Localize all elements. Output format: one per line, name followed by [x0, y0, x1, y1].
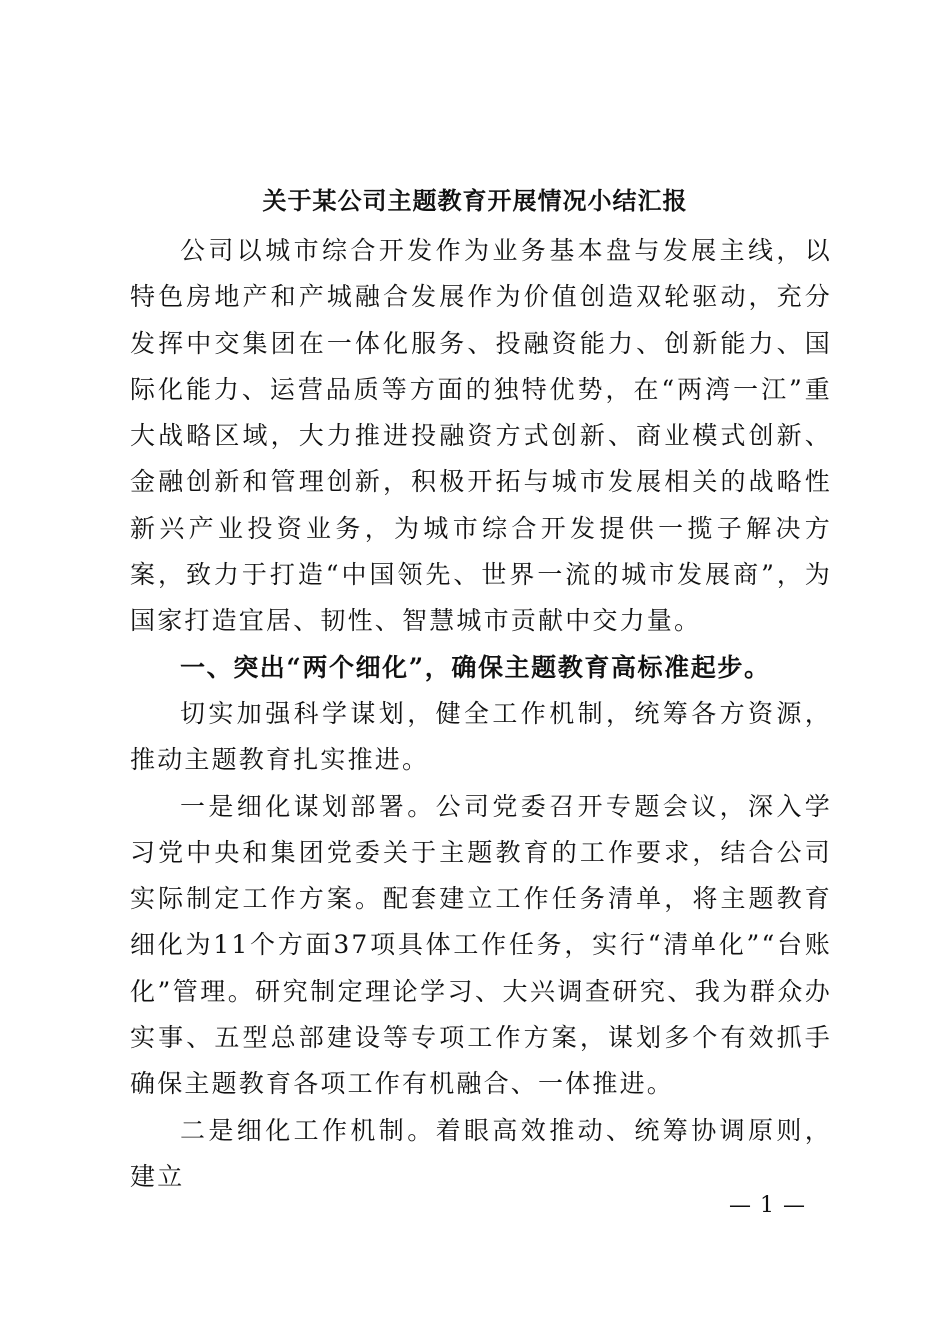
section-intro-paragraph: 切实加强科学谋划，健全工作机制，统筹各方资源，推动主题教育扎实推进。 [130, 698, 832, 775]
intro-paragraph: 公司以城市综合开发作为业务基本盘与发展主线，以特色房地产和产城融合发展作为价值创造双轮驱动，充分发挥中交集团在一体化服务、投融资能力、创新能力、国际化能力、运营品质等方面的独特优势，在“两湾一江”重大战略区域，大力推进投融资方式创新、商业模式创新、金融创新和管理创新，积极开拓与城市发展相关的战略性新兴产业投资业务，为城市综合开发提供一揽子解决方案，致力于打造“中国领先、世界一流的城市发展商”，为国家打造宜居、韧性、智慧城市贡献中交力量。 [130, 236, 832, 636]
document-title: 关于某公司主题教育开展情况小结汇报 [262, 186, 688, 215]
page-number: — 1 — [729, 1193, 806, 1218]
planning-paragraph: 一是细化谋划部署。公司党委召开专题会议，深入学习党中央和集团党委关于主题教育的工作要求，结合公司实际制定工作方案。配套建立工作任务清单，将主题教育细化为11个方面37项具体工作任务，实行“清单化”“台账化”管理。研究制定理论学习、大兴调查研究、我为群众办实事、五型总部建设等专项工作方案，谋划多个有效抓手确保主题教育各项工作有机融合、一体推进。 [130, 791, 832, 1099]
document-body [130, 228, 832, 1200]
section-heading-1: 一、突出“两个细化”，确保主题教育高标准起步。 [180, 652, 771, 682]
mechanism-paragraph: 二是细化工作机制。着眼高效推动、统筹协调原则，建立 [130, 1115, 832, 1191]
